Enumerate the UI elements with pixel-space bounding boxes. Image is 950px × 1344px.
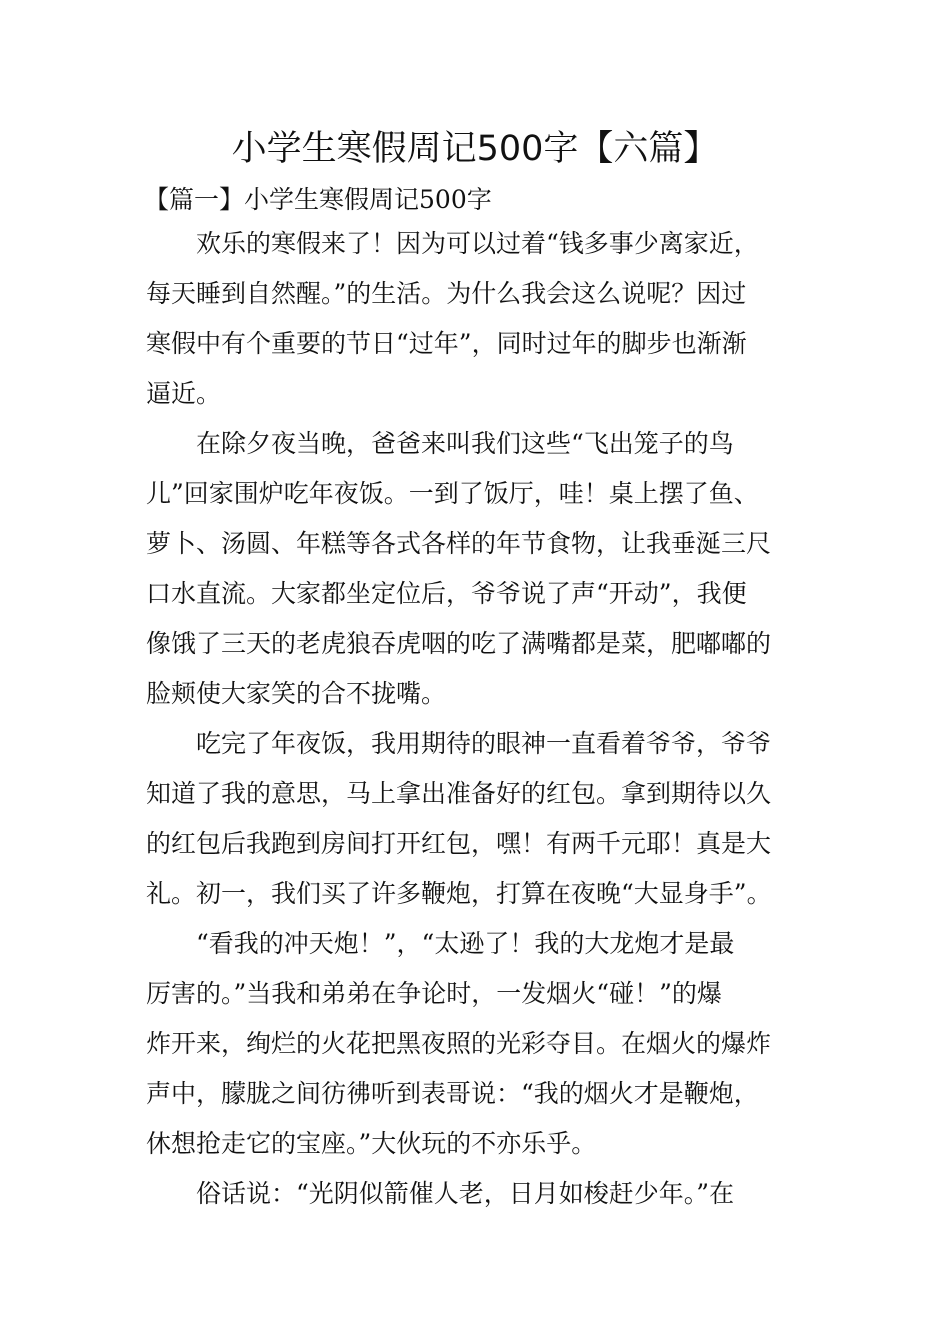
paragraph-2-line-3: 萝卜、汤圆、年糕等各式各样的年节食物，让我垂涎三尺 [146, 529, 772, 558]
document-title: 小学生寒假周记500字【六篇】 [231, 129, 719, 169]
paragraph-4-line-2: 厉害的。”当我和弟弟在争论时，一发烟火“碰！”的爆 [146, 979, 722, 1008]
paragraph-5-line-1: 俗话说：“光阴似箭催人老，日月如梭赶少年。”在 [196, 1179, 735, 1208]
paragraph-2-line-2: 儿”回家围炉吃年夜饭。一到了饭厅，哇！桌上摆了鱼、 [146, 479, 759, 508]
paragraph-4-line-3: 炸开来，绚烂的火花把黑夜照的光彩夺目。在烟火的爆炸 [146, 1029, 772, 1058]
paragraph-2-line-5: 像饿了三天的老虎狼吞虎咽的吃了满嘴都是菜，肥嘟嘟的 [146, 629, 772, 658]
paragraph-4-line-5: 休想抢走它的宝座。”大伙玩的不亦乐乎。 [146, 1129, 597, 1158]
paragraph-3-line-1: 吃完了年夜饭，我用期待的眼神一直看着爷爷，爷爷 [196, 729, 772, 758]
paragraph-2-line-6: 脸颊使大家笑的合不拢嘴。 [146, 679, 447, 708]
paragraph-3-line-2: 知道了我的意思，马上拿出准备好的红包。拿到期待以久 [146, 779, 772, 808]
section-heading: 【篇一】小学生寒假周记500字 [144, 185, 492, 214]
paragraph-2-line-4: 口水直流。大家都坐定位后，爷爷说了声“开动”，我便 [146, 579, 747, 608]
paragraph-1-line-3: 寒假中有个重要的节日“过年”，同时过年的脚步也渐渐 [146, 329, 747, 358]
paragraph-1-line-4: 逼近。 [146, 379, 222, 408]
paragraph-4-line-4: 声中，朦胧之间彷彿听到表哥说：“我的烟火才是鞭炮， [146, 1079, 759, 1108]
paragraph-3-line-3: 的红包后我跑到房间打开红包，嘿！有两千元耶！真是大 [146, 829, 772, 858]
paragraph-1-line-1: 欢乐的寒假来了！因为可以过着“钱多事少离家近， [196, 229, 759, 258]
paragraph-2-line-1: 在除夕夜当晚，爸爸来叫我们这些“飞出笼子的鸟 [196, 429, 734, 458]
paragraph-4-line-1: “看我的冲天炮！”，“太逊了！我的大龙炮才是最 [196, 929, 735, 958]
paragraph-1-line-2: 每天睡到自然醒。”的生活。为什么我会这么说呢？因过 [146, 279, 747, 308]
paragraph-3-line-4: 礼。初一，我们买了许多鞭炮，打算在夜晚“大显身手”。 [146, 879, 772, 908]
